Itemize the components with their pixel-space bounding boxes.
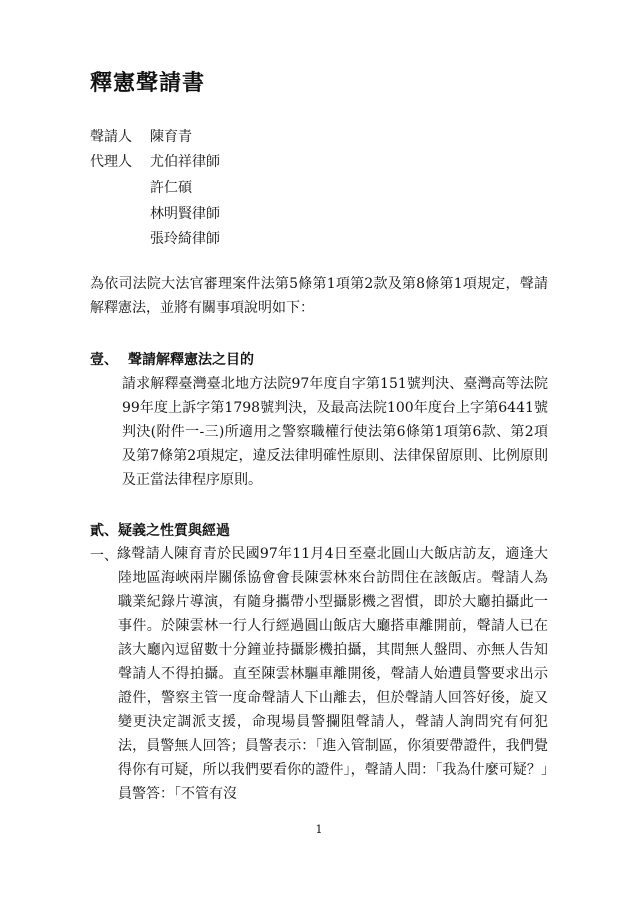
page-number: 1 [315, 823, 323, 836]
section-2-heading: 貳、疑義之性質與經過 [90, 523, 230, 539]
section-1-body: 請求解釋臺灣臺北地方法院97年度自字第151號判決、臺灣高等法院99年度上訴字第1798號判決，及最高法院100年度台上字第6441號判決(附件一-三)所適用之警察職權行使法第6條第1項第6款、第2項及第7條第2項規定，違反法律明確性原則、法律保留原則、比例原則及正當法律程序原則。 [122, 376, 548, 488]
party-name: 林明賢律師 [150, 206, 220, 222]
party-name: 許仁碩 [150, 180, 192, 196]
document-title: 釋憲聲請書 [90, 70, 206, 96]
party-row [90, 203, 220, 223]
party-row [90, 151, 220, 171]
section-1-number: 壹、 [90, 352, 118, 368]
party-name: 張玲綺律師 [150, 231, 220, 247]
item-1-body: 緣聲請人陳育青於民國97年11月4日至臺北圓山大飯店訪友，適逢大陸地區海峽兩岸關係協會會長陳雲林來台訪問住在該飯店。聲請人為職業紀錄片導演，有隨身攜帶小型攝影機之習慣，即於大廳拍攝此一事件。於陳雲林一行人行經過圓山飯店大廳搭車離開前，聲請人已在該大廳內逗留數十分鐘並持攝影機拍攝，其間無人盤問、亦無人告知聲請人不得拍攝。直至陳雲林驅車離開後，聲請人始遭員警要求出示證件，警察主管一度命聲請人下山離去，但於聲請人回答好後，旋又變更決定調派支援，命現場員警攔阻聲請人，聲請人詢問究有何犯法，員警無人回答；員警表示：「進入管制區，你須要帶證件，我們覺得你有可疑，所以我們要看你的證件」，聲請人問：「我為什麼可疑？」員警答：「不管有沒 [117, 546, 548, 802]
section-1-title: 聲請解釋憲法之目的 [128, 352, 254, 368]
party-row [90, 228, 220, 248]
party-name: 陳育青 [150, 129, 192, 145]
party-role: 代理人 [90, 154, 132, 170]
party-name: 尤伯祥律師 [150, 154, 220, 170]
party-row [90, 177, 192, 197]
intro-paragraph: 為依司法院大法官審理案件法第5條第1項第2款及第8條第1項規定，聲請解釋憲法，並將有關事項說明如下： [90, 276, 548, 316]
section-1-heading [90, 349, 254, 369]
party-row [90, 126, 192, 146]
item-number: 一、 [90, 548, 118, 564]
party-role: 聲請人 [90, 129, 132, 145]
